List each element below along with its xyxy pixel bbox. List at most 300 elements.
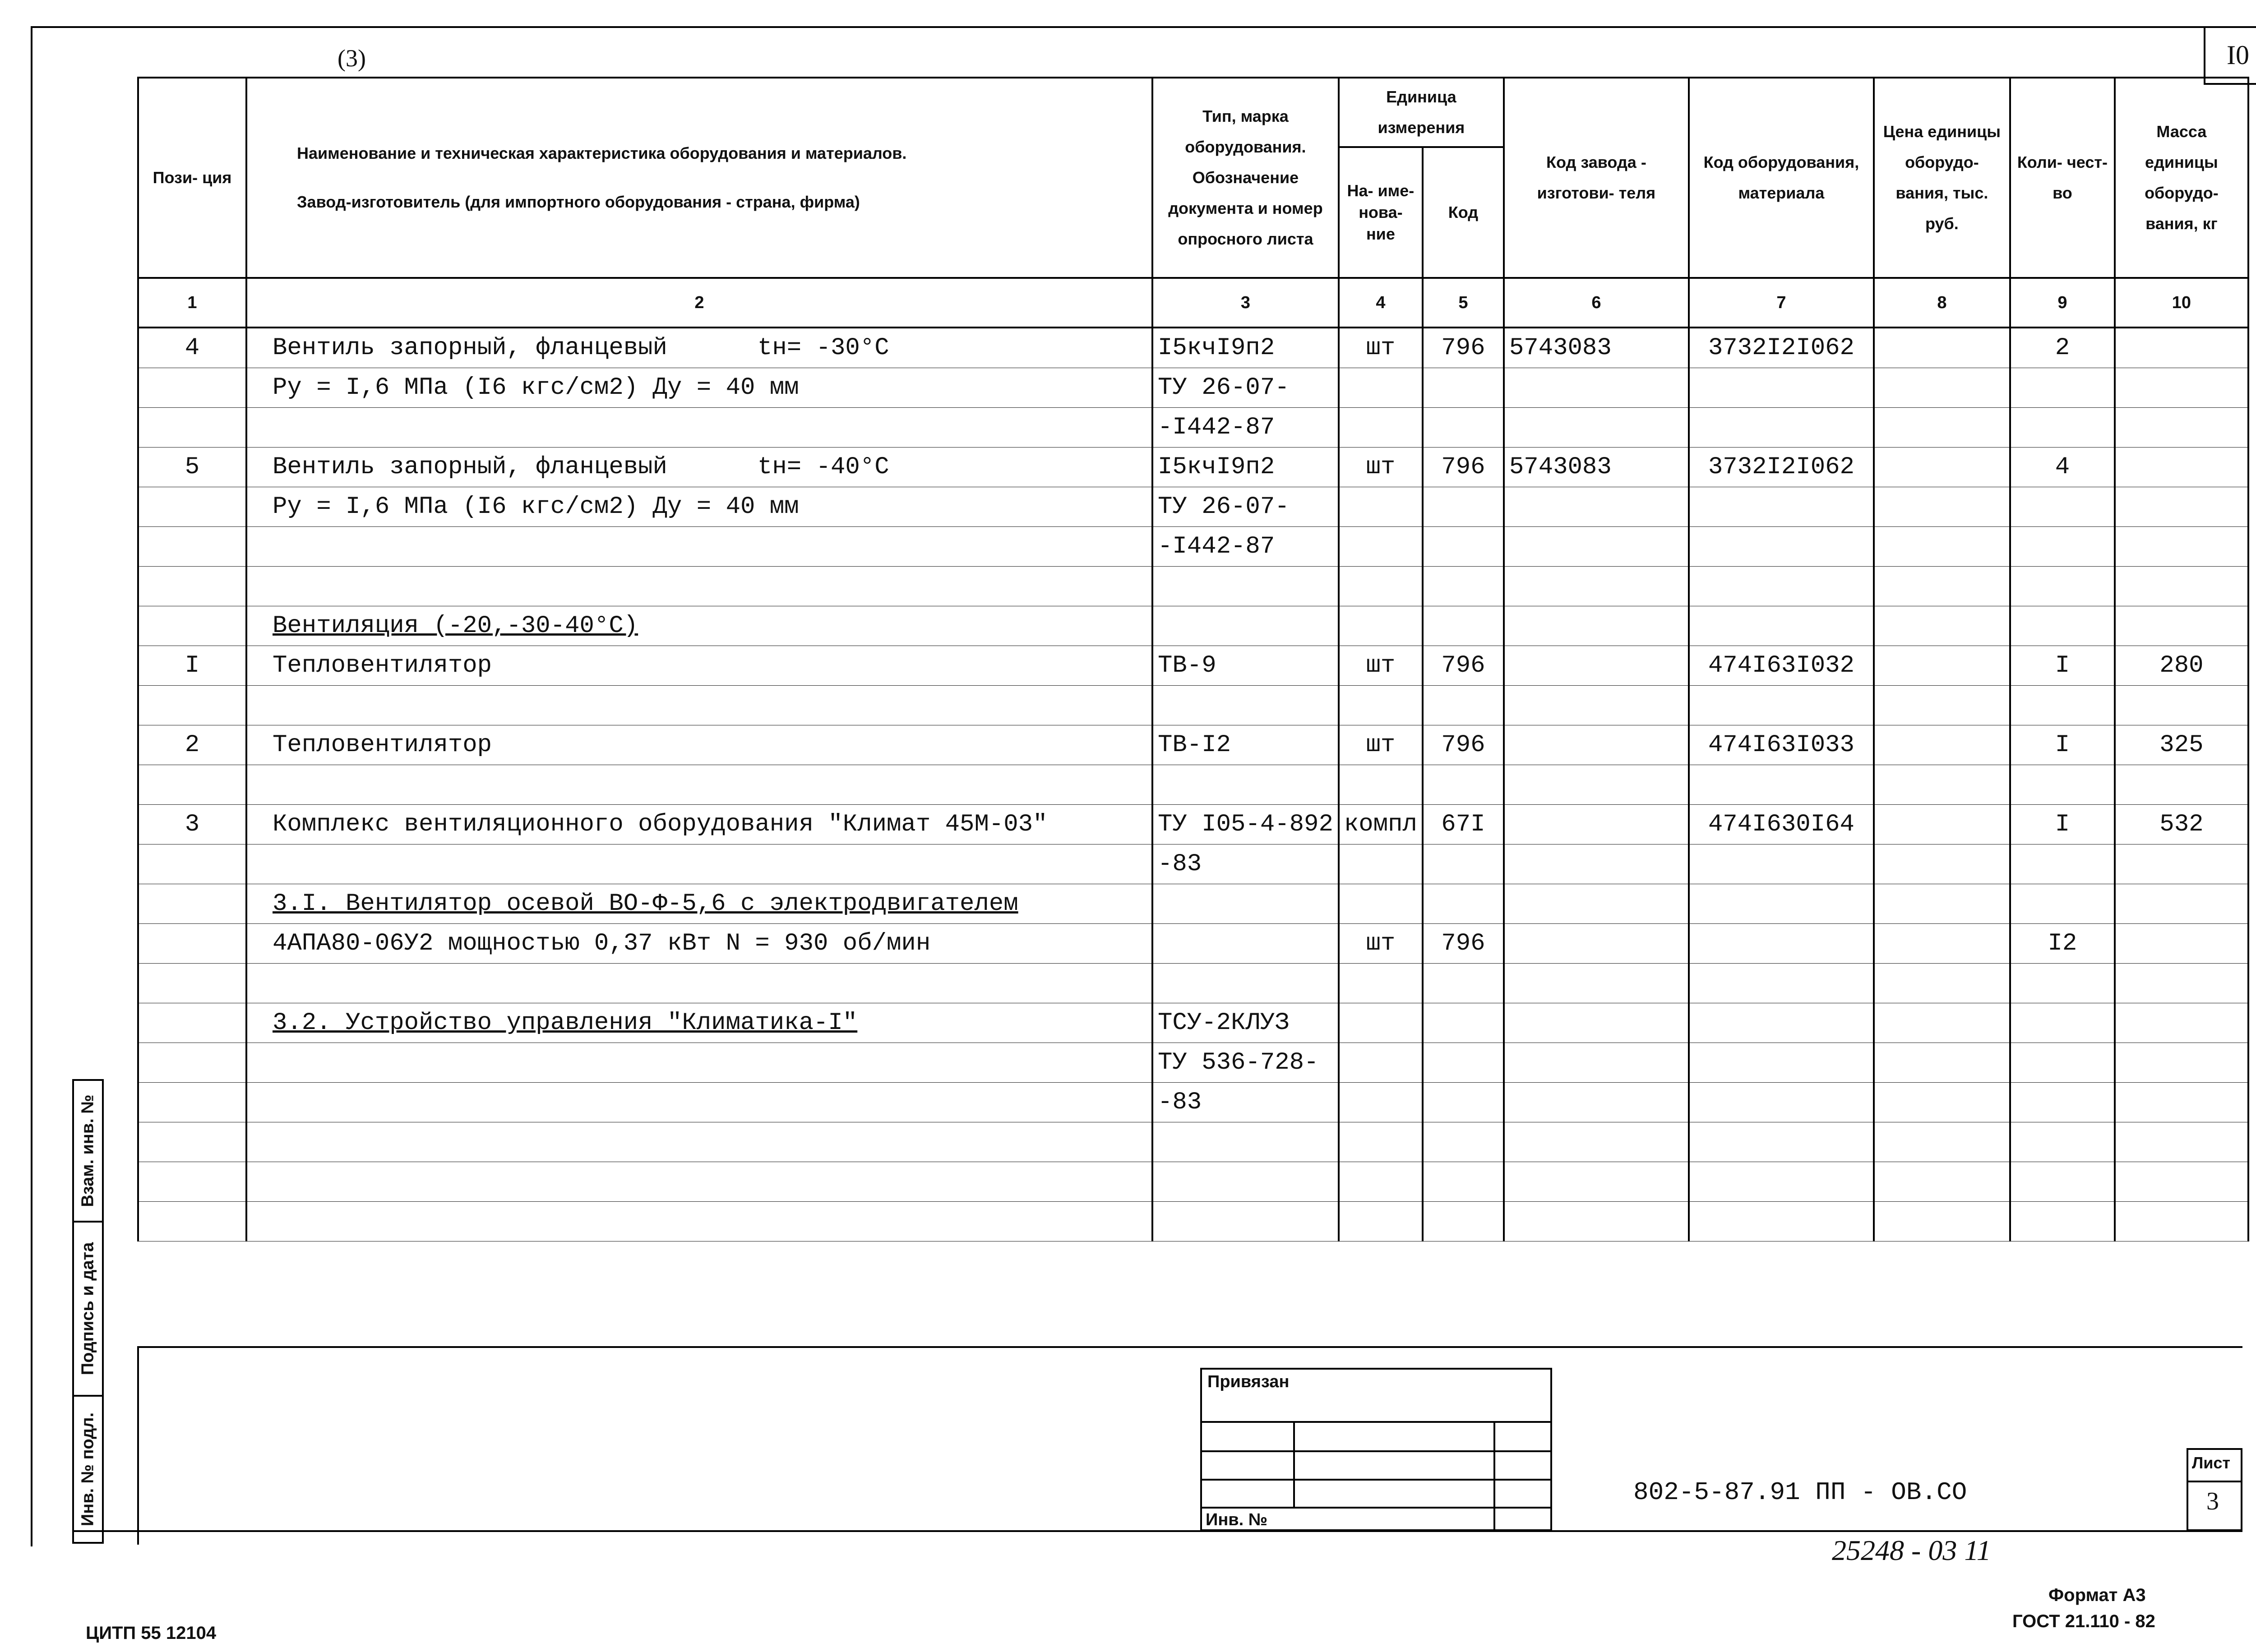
unit-code-cell <box>1423 1122 1504 1162</box>
material-code-cell <box>1689 567 1874 606</box>
table-row <box>138 567 2248 606</box>
mass-cell <box>2115 448 2248 487</box>
name-cell <box>246 1162 1152 1202</box>
material-code-cell <box>1689 408 1874 448</box>
col-header-unit-name: На- име- нова- ние <box>1339 147 1423 278</box>
price-cell <box>1874 924 2010 964</box>
name-cell <box>246 448 1152 487</box>
unit-code-cell <box>1423 686 1504 725</box>
type-cell-text: ТУ 26-07- <box>1158 374 1290 401</box>
position-cell <box>138 725 246 765</box>
unit-code-cell <box>1423 567 1504 606</box>
material-code-cell <box>1689 487 1874 527</box>
name-cell <box>246 368 1152 408</box>
material-code-cell-text: 3732I2I062 <box>1708 453 1854 481</box>
name-cell <box>246 1043 1152 1083</box>
col-header-type: Тип, марка оборудования. Обозначение документа и номер опросного листа <box>1152 78 1339 278</box>
maker-code-cell <box>1504 1202 1689 1241</box>
table-row <box>138 646 2248 686</box>
unit-code-cell <box>1423 1043 1504 1083</box>
material-code-cell <box>1689 1043 1874 1083</box>
mass-cell <box>2115 1162 2248 1202</box>
unit-code-cell-text: 796 <box>1441 652 1485 679</box>
position-cell <box>138 1162 246 1202</box>
sheet-label: Лист <box>2192 1454 2231 1472</box>
name-cell-text: Вентиль запорный, фланцевый <box>273 334 667 362</box>
col-number: 5 <box>1423 278 1504 328</box>
unit-code-cell-text: 796 <box>1441 334 1485 362</box>
mass-cell <box>2115 686 2248 725</box>
unit-name-cell <box>1339 844 1423 884</box>
position-cell-text: 3 <box>185 811 200 838</box>
material-code-cell <box>1689 924 1874 964</box>
table-row <box>138 1162 2248 1202</box>
quantity-cell <box>2010 805 2115 844</box>
quantity-cell-text: 4 <box>2055 453 2070 481</box>
unit-name-cell <box>1339 1083 1423 1122</box>
col-number: 6 <box>1504 278 1689 328</box>
price-cell <box>1874 805 2010 844</box>
unit-code-cell <box>1423 487 1504 527</box>
mass-cell <box>2115 646 2248 686</box>
quantity-cell <box>2010 368 2115 408</box>
col-header-unit-group: Единица измерения <box>1339 78 1504 147</box>
type-cell <box>1152 1122 1339 1162</box>
material-code-cell <box>1689 844 1874 884</box>
unit-code-cell <box>1423 765 1504 805</box>
price-cell <box>1874 1043 2010 1083</box>
format-label: Формат А3 <box>2048 1585 2146 1605</box>
position-cell <box>138 964 246 1003</box>
unit-code-cell <box>1423 805 1504 844</box>
mass-cell <box>2115 844 2248 884</box>
unit-name-cell <box>1339 964 1423 1003</box>
material-code-cell-text: 474I63I032 <box>1708 652 1854 679</box>
unit-code-cell <box>1423 408 1504 448</box>
position-cell <box>138 765 246 805</box>
type-cell-text: ТУ 26-07- <box>1158 493 1290 521</box>
position-cell <box>138 1043 246 1083</box>
table-row <box>138 1202 2248 1241</box>
mass-cell <box>2115 527 2248 567</box>
type-cell <box>1152 1162 1339 1202</box>
quantity-cell <box>2010 646 2115 686</box>
material-code-cell <box>1689 1003 1874 1043</box>
quantity-cell <box>2010 765 2115 805</box>
material-code-cell <box>1689 646 1874 686</box>
unit-code-cell <box>1423 964 1504 1003</box>
position-cell <box>138 924 246 964</box>
type-cell-text: ТУ I05-4-892 <box>1158 811 1333 838</box>
unit-name-cell-text: шт <box>1366 334 1396 362</box>
material-code-cell <box>1689 686 1874 725</box>
name-cell <box>246 924 1152 964</box>
unit-code-cell-text: 67I <box>1441 811 1485 838</box>
unit-name-cell <box>1339 408 1423 448</box>
side-label-text: Инв. № подл. <box>78 1412 97 1527</box>
name-cell <box>246 884 1152 924</box>
price-cell <box>1874 646 2010 686</box>
handwritten-number: 25248 - 03 11 <box>1832 1534 1991 1566</box>
position-cell-text: I <box>185 652 200 679</box>
type-cell <box>1152 1003 1339 1043</box>
unit-name-cell-text: шт <box>1366 453 1396 481</box>
unit-name-cell <box>1339 1003 1423 1043</box>
mass-cell <box>2115 884 2248 924</box>
col-number: 9 <box>2010 278 2115 328</box>
attached-vline <box>1493 1421 1495 1531</box>
unit-name-cell <box>1339 805 1423 844</box>
maker-code-cell <box>1504 448 1689 487</box>
unit-name-cell <box>1339 368 1423 408</box>
unit-name-cell <box>1339 1122 1423 1162</box>
sheet-corner-number: I0 <box>2204 28 2256 85</box>
unit-name-cell-text: компл <box>1344 811 1417 838</box>
maker-code-cell <box>1504 964 1689 1003</box>
attached-divider <box>1200 1450 1552 1452</box>
col-header-position: Пози- ция <box>138 78 246 278</box>
name-cell-text: 4АПА80-06У2 мощностью 0,37 кВт N = 930 об/мин <box>273 930 931 957</box>
type-cell-text: ТУ 536-728- <box>1158 1049 1319 1076</box>
price-cell <box>1874 1202 2010 1241</box>
name-cell-text: Комплекс вентиляционного оборудования "Климат 45М-03" <box>273 811 1048 838</box>
price-cell <box>1874 606 2010 646</box>
maker-code-cell <box>1504 1003 1689 1043</box>
maker-code-cell <box>1504 1122 1689 1162</box>
attached-label: Привязан <box>1207 1372 1290 1391</box>
col-header-quantity: Коли- чест- во <box>2010 78 2115 278</box>
table-row <box>138 487 2248 527</box>
unit-code-cell-text: 796 <box>1441 453 1485 481</box>
table-body <box>138 328 2248 1241</box>
type-cell <box>1152 646 1339 686</box>
unit-name-cell <box>1339 725 1423 765</box>
table-row <box>138 844 2248 884</box>
unit-name-cell-text: шт <box>1366 731 1396 759</box>
type-cell-text: ТСУ-2КЛУЗ <box>1158 1009 1290 1037</box>
position-cell-text: 2 <box>185 731 200 759</box>
table-row <box>138 527 2248 567</box>
type-cell-text: I5кчI9п2 <box>1158 453 1275 481</box>
col-number: 10 <box>2115 278 2248 328</box>
unit-name-cell <box>1339 646 1423 686</box>
unit-code-cell <box>1423 1003 1504 1043</box>
price-cell <box>1874 487 2010 527</box>
type-cell <box>1152 924 1339 964</box>
position-cell <box>138 368 246 408</box>
unit-name-cell-text: шт <box>1366 652 1396 679</box>
quantity-cell <box>2010 606 2115 646</box>
table-row <box>138 805 2248 844</box>
maker-code-cell <box>1504 805 1689 844</box>
unit-code-cell <box>1423 527 1504 567</box>
position-cell <box>138 1083 246 1122</box>
attached-divider <box>1200 1479 1552 1481</box>
side-label-original-inv <box>72 1395 104 1544</box>
position-cell <box>138 408 246 448</box>
position-cell <box>138 448 246 487</box>
material-code-cell <box>1689 964 1874 1003</box>
type-cell-text: ТВ-9 <box>1158 652 1216 679</box>
unit-name-cell <box>1339 1162 1423 1202</box>
type-cell <box>1152 606 1339 646</box>
mass-cell-text: 325 <box>2159 731 2204 759</box>
type-cell-text: -I442-87 <box>1158 533 1275 560</box>
col-number: 2 <box>246 278 1152 328</box>
maker-code-cell <box>1504 606 1689 646</box>
unit-name-cell <box>1339 1202 1423 1241</box>
quantity-cell-text: I <box>2055 652 2070 679</box>
column-number-row <box>138 278 2248 328</box>
type-cell-text: ТВ-I2 <box>1158 731 1231 759</box>
table-row <box>138 1083 2248 1122</box>
maker-code-cell <box>1504 725 1689 765</box>
position-cell <box>138 805 246 844</box>
unit-code-cell <box>1423 606 1504 646</box>
unit-code-cell-text: 796 <box>1441 930 1485 957</box>
unit-code-cell-text: 796 <box>1441 731 1485 759</box>
price-cell <box>1874 686 2010 725</box>
mass-cell <box>2115 805 2248 844</box>
type-cell <box>1152 725 1339 765</box>
mass-cell <box>2115 1122 2248 1162</box>
stamp-bottom-line <box>72 1530 2242 1532</box>
mass-cell-text: 532 <box>2159 811 2204 838</box>
temperature-text: tн= -30°С <box>757 334 889 362</box>
type-cell <box>1152 527 1339 567</box>
col-header-unit-code: Код <box>1423 147 1504 278</box>
unit-name-cell <box>1339 487 1423 527</box>
material-code-cell <box>1689 527 1874 567</box>
quantity-cell <box>2010 1162 2115 1202</box>
name-cell <box>246 805 1152 844</box>
document-code: 802-5-87.91 ПП - ОВ.СО <box>1633 1478 1967 1507</box>
unit-code-cell <box>1423 884 1504 924</box>
maker-code-cell <box>1504 686 1689 725</box>
type-cell-text: -83 <box>1158 1089 1202 1116</box>
position-cell <box>138 1003 246 1043</box>
name-cell <box>246 567 1152 606</box>
unit-name-cell <box>1339 527 1423 567</box>
type-cell <box>1152 408 1339 448</box>
maker-code-cell <box>1504 408 1689 448</box>
unit-code-cell <box>1423 844 1504 884</box>
material-code-cell <box>1689 805 1874 844</box>
position-cell-text: 5 <box>185 453 200 481</box>
name-cell <box>246 686 1152 725</box>
table-row <box>138 924 2248 964</box>
maker-code-cell <box>1504 487 1689 527</box>
type-cell <box>1152 567 1339 606</box>
price-cell <box>1874 328 2010 368</box>
position-cell <box>138 328 246 368</box>
position-cell <box>138 646 246 686</box>
material-code-cell <box>1689 368 1874 408</box>
material-code-cell <box>1689 725 1874 765</box>
price-cell <box>1874 1122 2010 1162</box>
unit-name-cell <box>1339 1043 1423 1083</box>
name-cell <box>246 606 1152 646</box>
name-cell <box>246 527 1152 567</box>
position-cell <box>138 606 246 646</box>
type-cell <box>1152 765 1339 805</box>
quantity-cell-text: I <box>2055 731 2070 759</box>
maker-code-cell <box>1504 567 1689 606</box>
maker-code-cell <box>1504 527 1689 567</box>
table-row <box>138 1122 2248 1162</box>
unit-code-cell <box>1423 1202 1504 1241</box>
maker-code-cell <box>1504 1043 1689 1083</box>
maker-code-cell <box>1504 1162 1689 1202</box>
position-cell <box>138 884 246 924</box>
maker-code-cell <box>1504 646 1689 686</box>
unit-name-cell <box>1339 924 1423 964</box>
material-code-cell-text: 474I630I64 <box>1708 811 1854 838</box>
quantity-cell <box>2010 725 2115 765</box>
quantity-cell <box>2010 844 2115 884</box>
unit-name-cell <box>1339 448 1423 487</box>
price-cell <box>1874 1003 2010 1043</box>
material-code-cell-text: 3732I2I062 <box>1708 334 1854 362</box>
type-cell <box>1152 844 1339 884</box>
material-code-cell <box>1689 1083 1874 1122</box>
price-cell <box>1874 527 2010 567</box>
type-cell <box>1152 1043 1339 1083</box>
table-row <box>138 765 2248 805</box>
table-row <box>138 964 2248 1003</box>
side-label-replacement-inv <box>72 1079 104 1223</box>
maker-code-cell <box>1504 328 1689 368</box>
position-cell <box>138 844 246 884</box>
maker-code-cell-text: 5743083 <box>1509 453 1612 481</box>
unit-name-cell <box>1339 328 1423 368</box>
price-cell <box>1874 844 2010 884</box>
type-cell <box>1152 448 1339 487</box>
name-cell-text: 3.I. Вентилятор осевой ВО-Ф-5,6 с электродвигателем <box>273 890 1018 918</box>
unit-name-cell <box>1339 606 1423 646</box>
mass-cell <box>2115 1083 2248 1122</box>
unit-name-cell <box>1339 884 1423 924</box>
quantity-cell <box>2010 924 2115 964</box>
name-cell <box>246 646 1152 686</box>
quantity-cell <box>2010 964 2115 1003</box>
price-cell <box>1874 408 2010 448</box>
table-row <box>138 368 2248 408</box>
quantity-cell-text: 2 <box>2055 334 2070 362</box>
unit-code-cell <box>1423 725 1504 765</box>
name-cell <box>246 1003 1152 1043</box>
mass-cell <box>2115 964 2248 1003</box>
col-number: 7 <box>1689 278 1874 328</box>
type-cell <box>1152 964 1339 1003</box>
quantity-cell-text: I <box>2055 811 2070 838</box>
mass-cell <box>2115 328 2248 368</box>
material-code-cell <box>1689 765 1874 805</box>
stamp-left-line <box>137 1346 139 1545</box>
col-header-name <box>246 78 1152 278</box>
col-number: 4 <box>1339 278 1423 328</box>
type-cell <box>1152 328 1339 368</box>
type-cell <box>1152 487 1339 527</box>
temperature-text: tн= -40°С <box>757 453 889 481</box>
position-cell-text: 4 <box>185 334 200 362</box>
position-cell <box>138 567 246 606</box>
attached-divider <box>1200 1507 1552 1509</box>
maker-code-cell <box>1504 368 1689 408</box>
quantity-cell <box>2010 884 2115 924</box>
quantity-cell-text: I2 <box>2048 930 2077 957</box>
price-cell <box>1874 567 2010 606</box>
col-header-mass: Масса единицы оборудо- вания, кг <box>2115 78 2248 278</box>
col-header-name-line2: Завод-изготовитель (для импортного оборудования - страна, фирма) <box>297 193 860 211</box>
table-row <box>138 408 2248 448</box>
inventory-label: Инв. № <box>1206 1510 1268 1529</box>
header-row <box>138 78 2248 147</box>
mass-cell <box>2115 567 2248 606</box>
quantity-cell <box>2010 448 2115 487</box>
name-cell <box>246 725 1152 765</box>
quantity-cell <box>2010 1003 2115 1043</box>
table-row <box>138 1003 2248 1043</box>
unit-code-cell <box>1423 448 1504 487</box>
maker-code-cell <box>1504 884 1689 924</box>
attached-divider <box>1200 1421 1552 1423</box>
side-label-signature-date <box>72 1221 104 1397</box>
unit-name-cell <box>1339 765 1423 805</box>
quantity-cell <box>2010 527 2115 567</box>
quantity-cell <box>2010 408 2115 448</box>
unit-name-cell-text: шт <box>1366 930 1396 957</box>
type-cell <box>1152 805 1339 844</box>
mass-cell <box>2115 725 2248 765</box>
material-code-cell <box>1689 1202 1874 1241</box>
name-cell-text: Ру = I,6 МПа (I6 кгс/см2) Ду = 40 мм <box>273 374 799 401</box>
material-code-cell <box>1689 884 1874 924</box>
material-code-cell <box>1689 328 1874 368</box>
quantity-cell <box>2010 1043 2115 1083</box>
type-cell-text: I5кчI9п2 <box>1158 334 1275 362</box>
type-cell <box>1152 1202 1339 1241</box>
mass-cell <box>2115 765 2248 805</box>
price-cell <box>1874 368 2010 408</box>
position-cell <box>138 487 246 527</box>
position-cell <box>138 1122 246 1162</box>
col-number: 1 <box>138 278 246 328</box>
price-cell <box>1874 1162 2010 1202</box>
attached-vline <box>1293 1421 1295 1507</box>
col-number: 3 <box>1152 278 1339 328</box>
side-label-text: Подпись и дата <box>78 1242 97 1375</box>
unit-code-cell <box>1423 646 1504 686</box>
quantity-cell <box>2010 567 2115 606</box>
price-cell <box>1874 884 2010 924</box>
maker-code-cell <box>1504 765 1689 805</box>
unit-code-cell <box>1423 1162 1504 1202</box>
unit-code-cell <box>1423 368 1504 408</box>
quantity-cell <box>2010 328 2115 368</box>
unit-name-cell <box>1339 686 1423 725</box>
mass-cell <box>2115 924 2248 964</box>
mass-cell <box>2115 606 2248 646</box>
name-cell <box>246 1202 1152 1241</box>
col-header-price: Цена единицы оборудо- вания, тыс. руб. <box>1874 78 2010 278</box>
specification-table <box>137 77 2249 1241</box>
mass-cell <box>2115 368 2248 408</box>
section-number: (3) <box>337 45 366 72</box>
table-row <box>138 328 2248 368</box>
unit-name-cell <box>1339 567 1423 606</box>
maker-code-cell <box>1504 1083 1689 1122</box>
